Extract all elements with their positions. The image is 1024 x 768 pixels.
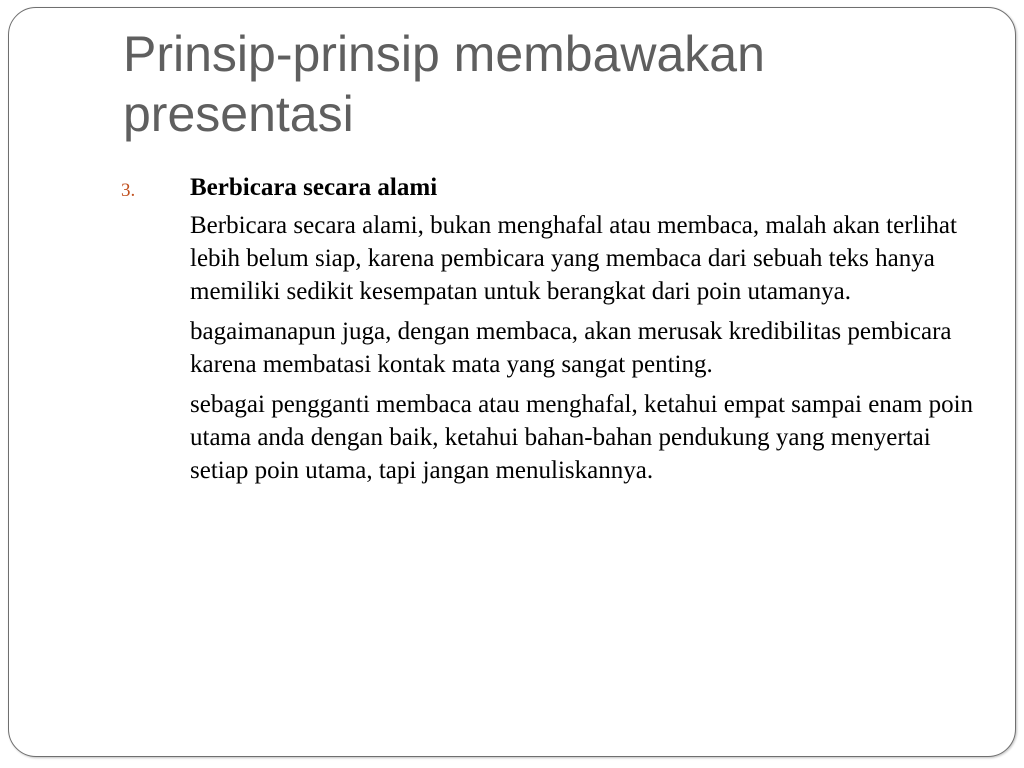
list-item-number: 3. (121, 180, 136, 201)
body-paragraph: bagaimanapun juga, dengan membaca, akan merusak kredibilitas pembicara karena membatasi kontak mata yang sangat penting. (190, 318, 952, 378)
slide-frame (8, 7, 1016, 757)
body-paragraph: sebagai pengganti membaca atau menghafal, ketahui empat sampai enam poin utama anda dengan baik, ketahui bahan-bahan pendukung yang menyertai setiap poin utama, tapi jangan menuliskannya. (190, 391, 974, 484)
list-item-heading: Berbicara secara alami (190, 174, 438, 201)
body-paragraph: Berbicara secara alami, bukan menghafal atau membaca, malah akan terlihat lebih belum siap, karena pembicara yang membaca dari sebuah teks hanya memiliki sedikit kesempatan untuk berangkat dari poin utamanya. (190, 212, 957, 305)
slide-content (121, 172, 981, 487)
slide-title: Prinsip-prinsip membawakan presentasi (123, 26, 765, 142)
list-item-header (121, 172, 981, 205)
